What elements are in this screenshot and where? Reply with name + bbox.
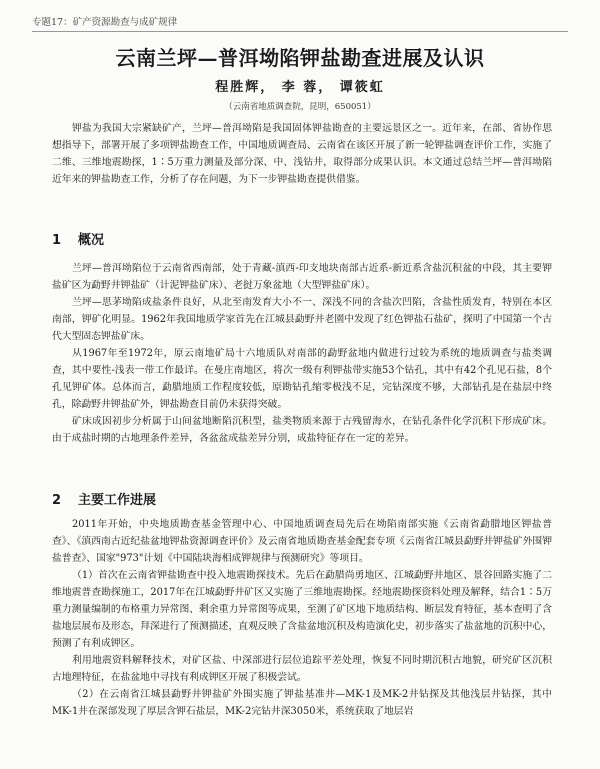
- abstract-paragraph: 钾盐为我国大宗紧缺矿产，兰坪—普洱坳陷是我国固体钾盐勘查的主要远景区之一。近年来，在部、省协作思想指导下，部署开展了多项钾盐勘查工作，中国地质调查局、云南省在该区开展了新一轮钾盐调查评价工作，实施了二维、三维地震勘探，1∶5万重力测量及部分深、中、浅钻井，取得部分成果认识。本文通过总结兰坪—普洱坳陷近年来的钾盐勘查工作，分析了存在问题，为下一步钾盐勘查提供借鉴。: [52, 123, 552, 185]
- paragraph: 兰坪—思茅坳陷成盐条件良好，从北至南发育大小不一、深浅不同的含盐次凹陷，含盐性质发育，特别在本区南部，钾矿化明显。1962年我国地质学家首先在江城县勐野井老園中发现了红色钾盐石盐矿，探明了中国第一个古代大型固态钾盐矿床。: [52, 297, 552, 342]
- paragraph: 2011年开始，中央地质勘查基金管理中心、中国地质调查局先后在坳陷南部实施《云南省勐腊地区钾盐普查》、《滇西南古近纪盐盆地钾盐资源调查评价》及云南省地质勘查基金配套专项《云南省江城县勐野井钾盐矿外围钾盐普查》、国家"973"计划《中国陆块海相成钾规律与预测研究》等项目。: [52, 519, 552, 564]
- section-body: [52, 516, 552, 720]
- paragraph: 利用地震资料解释技术，对矿区盐、中深部进行层位追踪平差处理，恢复不同时期沉积古地貌，研究矿区沉积古地理特征，在盐盆地中寻找有利成钾区开展了积极尝试。: [52, 655, 552, 683]
- paragraph: （1）首次在云南省钾盐勘查中投入地震勘探技术。先后在勐腊尚勇地区、江城勐野井地区、景谷回路实施了二维地震普查勘探施工，2017年在江城勐野井矿区又实施了三维地震勘探。经地震勘探资料处理及解释，结合1∶5万重力测量编制的布格重力异常图、剩余重力异常图等成果，至测了矿区地下地质结构、断层发育特征，基本查明了含盐地层展布及形态，拜深进行了预测描述，直观反映了含盐盆地沉积及构造演化史，初步落实了盐盆地的沉积中心，预测了有利成钾区。: [52, 570, 552, 649]
- affiliation: （云南省地质调查院，昆明，650051）: [224, 102, 376, 112]
- section-number: 2: [52, 493, 62, 508]
- abstract: [52, 120, 552, 188]
- paragraph: 兰坪—普洱坳陷位于云南省西南部，处于青藏-滇西-印支地块南部古近系-新近系含盐沉积盆的中段，其主要钾盐矿区为勐野井钾盐矿（计泥钾盐矿床）、老挝万象盆地（大型钾盐矿床）。: [52, 263, 552, 291]
- paragraph: 矿床成因初步分析属于山间盆地断陷沉积型，盐类物质来源于古残留海水，在钻孔条件化学沉积下形成矿床。由于成盐时期的古地理条件差异，各盆盆成盐差异分别，成盐特征存在一定的差异。: [52, 416, 552, 444]
- section-title: 主要工作进展: [78, 493, 157, 508]
- section-body: [52, 260, 552, 447]
- authors: 程胜辉， 李 蓉， 谭筱虹: [215, 80, 385, 95]
- section-title: 概况: [78, 233, 105, 248]
- section-number: 1: [52, 233, 62, 248]
- paragraph: （2）在云南省江城县勐野井钾盐矿外围实施了钾盐基准井—MK-1及MK-2井钻探及其他浅层井钻探，其中MK-1井在深部发现了厚层含钾石盐层，MK-2完钻井深3050米，系统获取了地层岩: [52, 689, 552, 717]
- paragraph: 从1967年至1972年，原云南地矿局十六地质队对南部的勐野盆地内做进行过较为系统的地质调查与盐类调查，其中要性-浅表一带工作最详。在曼庄南地区，将次一级有利钾盐带实施53个钻孔，其中有42个孔见石盐，8个孔见钾矿体。总体而言，勐腊地质工作程度较低，原勘钻孔缩零极浅不足，完钻深度不够，大部钻孔是在盐层中终孔，除勐野井钾盐矿外，钾盐勘查目前仍未获得突破。: [52, 348, 552, 410]
- running-header: 专题17：矿产资源勘查与成矿规律: [32, 14, 568, 32]
- section-heading: [52, 229, 552, 248]
- paper-title: 云南兰坪—普洱坳陷钾盐勘查进展及认识: [115, 46, 485, 70]
- section-heading: [52, 489, 552, 508]
